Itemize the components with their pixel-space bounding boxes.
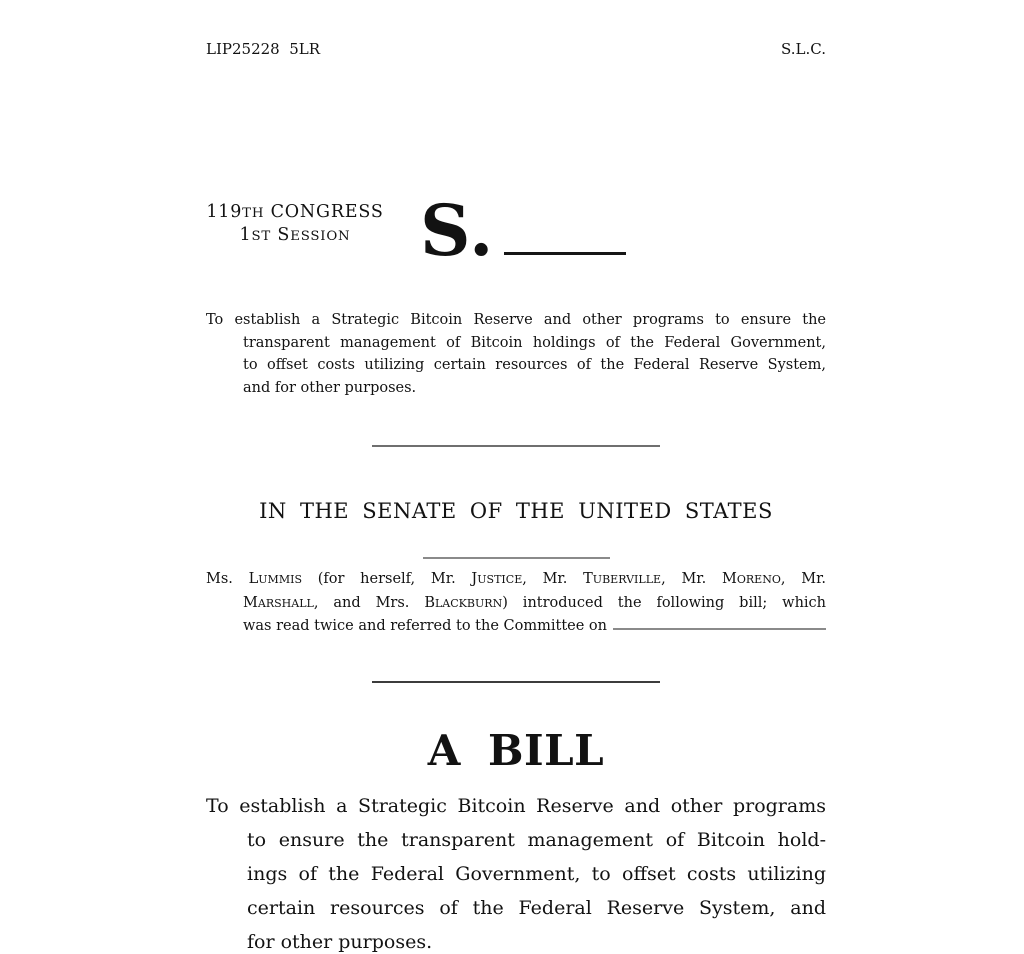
bill-number (420, 189, 626, 279)
document-header (206, 40, 826, 59)
header-right-code: S.L.C. (781, 40, 826, 58)
text-line (206, 568, 826, 592)
small-caps-text: ORENO (736, 573, 781, 586)
text-line: certain resources of the Federal Reserve System, and (247, 896, 826, 919)
congress-session-block (206, 189, 826, 279)
small-caps-text: ESSION (290, 229, 351, 244)
text-segment: , and Mrs. B (313, 594, 435, 611)
text-line (206, 592, 826, 616)
text-segment: ) introduced the following bill; which (502, 594, 827, 611)
divider-rule (372, 445, 660, 447)
small-caps-text: USTICE (477, 573, 523, 586)
blank-fill-line (613, 626, 826, 630)
text-segment: Ms. L (206, 571, 259, 587)
text-line: ings of the Federal Government, to offset costs utilizing (247, 862, 826, 885)
bill-number-prefix: S. (420, 189, 495, 272)
text-line (206, 615, 826, 638)
text-line: To establish a Strategic Bitcoin Reserve and other programs (206, 794, 826, 817)
header-left-code: LIP25228 5LR (206, 40, 321, 58)
text-line: for other purposes. (247, 930, 433, 953)
text-line: To establish a Strategic Bitcoin Reserve and other programs to ensure the (206, 312, 826, 328)
divider-rule-short (423, 557, 610, 559)
small-caps-text: UMMIS (258, 573, 303, 586)
text-line: to ensure the transparent management of Bitcoin hold- (247, 828, 826, 851)
text-segment: , Mr. T (522, 571, 593, 587)
text-segment: 119 (206, 202, 243, 222)
text-line: transparent management of Bitcoin holdings of the Federal Government, (243, 334, 826, 351)
small-caps-text: LACKBURN (434, 596, 503, 610)
text-segment: 1 (239, 225, 252, 245)
bill-body-title (206, 789, 826, 954)
congress-number-line (206, 202, 384, 224)
small-caps-text: TH (242, 206, 265, 221)
text-segment: was read twice and referred to the Committee on (243, 618, 607, 634)
congress-session-column (206, 202, 384, 247)
official-title-preamble (206, 309, 826, 399)
text-segment: CONGRESS (264, 202, 384, 222)
divider-rule (372, 681, 660, 683)
senate-heading: IN THE SENATE OF THE UNITED STATES (259, 499, 773, 523)
session-number-line (206, 225, 384, 247)
small-caps-text: UBERVILLE (592, 573, 662, 586)
text-segment: M (243, 594, 258, 611)
text-line: and for other purposes. (243, 379, 417, 396)
text-segment: S (271, 225, 291, 245)
text-line: to offset costs utilizing certain resources of the Federal Reserve System, (243, 357, 826, 373)
small-caps-text: ST (251, 229, 272, 244)
text-segment: , Mr. M (661, 571, 737, 587)
text-segment: (for herself, Mr. J (302, 571, 478, 587)
small-caps-text: ARSHALL (257, 596, 314, 610)
bill-number-blank-line (504, 250, 626, 255)
text-segment: , Mr. (780, 571, 827, 587)
sponsors-paragraph (206, 568, 826, 638)
bill-heading: A BILL (427, 725, 605, 775)
bill-document-page (206, 0, 826, 954)
